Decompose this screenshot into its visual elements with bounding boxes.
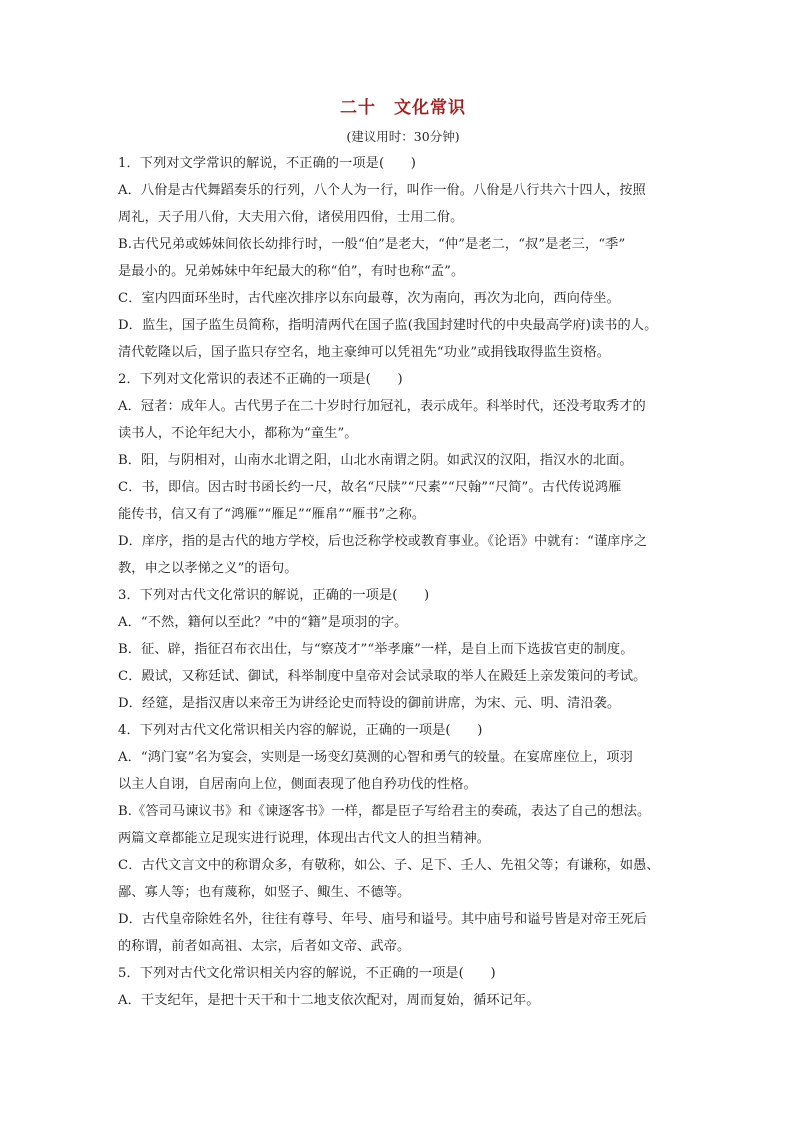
text-line: 1．下列对文学常识的解说，不正确的一项是( ): [118, 156, 417, 171]
text-line: 是最小的。兄弟姊妹中年纪最大的称“伯”，有时也称“孟”。: [118, 264, 465, 279]
text-line: C．殿试，又称廷试、御试，科举制度中皇帝对会试录取的举人在殿廷上亲发策问的考试。: [118, 669, 647, 684]
document-body: [118, 150, 688, 1014]
text-line: A．冠者：成年人。古代男子在二十岁时行加冠礼，表示成年。科举时代，还没考取秀才的: [118, 399, 646, 414]
text-line: 清代乾隆以后，国子监只存空名，地主豪绅可以凭祖先“功业”或捐钱取得监生资格。: [118, 345, 611, 360]
text-line: B.《答司马谏议书》和《谏逐客书》一样，都是臣子写给君主的奏疏，表达了自己的想法。: [118, 804, 651, 819]
text-line: 以主人自诩，自居南向上位，侧面表现了他自矜功伐的性格。: [118, 777, 477, 792]
text-line: D．监生，国子监生员简称，指明清两代在国子监(我国封建时代的中央最高学府)读书的人。: [118, 318, 658, 333]
text-line: D．庠序，指的是古代的地方学校，后也泛称学校或教育事业。《论语》中就有：“谨庠序之: [118, 534, 648, 549]
text-line: 教，申之以孝悌之义”的语句。: [118, 561, 298, 576]
text-line: B．征、辟，指征召布衣出仕，与“察茂才”“举孝廉”一样，是自上而下选拔官吏的制度。: [118, 642, 634, 657]
document-title: 二十 文化常识: [340, 98, 466, 118]
text-line: C．室内四面环坐时，古代座次排序以东向最尊，次为南向，再次为北向，西向侍坐。: [118, 291, 620, 306]
text-line: 2．下列对文化常识的表述不正确的一项是( ): [118, 372, 403, 387]
text-line: 读书人，不论年纪大小，都称为“童生”。: [118, 426, 358, 441]
text-line: A．“不然，籍何以至此？”中的“籍”是项羽的字。: [118, 615, 408, 630]
text-line: 鄙、寡人等；也有蔑称，如竖子、鲰生、不德等。: [118, 885, 411, 900]
text-line: B．阳，与阴相对，山南水北谓之阳，山北水南谓之阴。如武汉的汉阳，指汉水的北面。: [118, 453, 633, 468]
text-line: A．八佾是古代舞蹈奏乐的行列，八个人为一行，叫作一佾。八佾是八行共六十四人，按照: [118, 183, 646, 198]
text-line: C．书，即信。因古时书函长约一尺，故名“尺牍”“尺素”“尺翰”“尺简”。古代传说鸿雁: [118, 480, 622, 495]
text-line: D．古代皇帝除姓名外，往往有尊号、年号、庙号和谥号。其中庙号和谥号皆是对帝王死后: [118, 912, 647, 927]
text-line: 3．下列对古代文化常识的解说，正确的一项是( ): [118, 588, 430, 603]
text-line: 两篇文章都能立足现实进行说理，体现出古代文人的担当精神。: [118, 831, 491, 846]
text-line: 4．下列对古代文化常识相关内容的解说，正确的一项是( ): [118, 723, 483, 738]
text-line: 5．下列对古代文化常识相关内容的解说，不正确的一项是( ): [118, 966, 496, 981]
text-line: B.古代兄弟或姊妹间依长幼排行时，一般“伯”是老大，“仲”是老二，“叔”是老三，“季”: [118, 237, 626, 252]
text-line: 的称谓，前者如高祖、太宗，后者如文帝、武帝。: [118, 939, 411, 954]
text-line: 能传书，信又有了“鸿雁”“雁足”“雁帛”“雁书”之称。: [118, 507, 426, 522]
text-line: D．经筵，是指汉唐以来帝王为讲经论史而特设的御前讲席，为宋、元、明、清沿袭。: [118, 696, 621, 711]
text-line: C．古代文言文中的称谓众多，有敬称，如公、子、足下、壬人、先祖父等；有谦称，如愚、: [118, 858, 660, 873]
text-line: A．干支纪年，是把十天干和十二地支依次配对，周而复始，循环记年。: [118, 993, 540, 1008]
suggested-time: (建议用时：30分钟): [346, 129, 460, 144]
text-line: A．“鸿门宴”名为宴会，实则是一场变幻莫测的心智和勇气的较量。在宴席座位上，项羽: [118, 750, 633, 765]
document-page: [118, 96, 688, 1014]
text-line: 周礼，天子用八佾，大夫用六佾，诸侯用四佾，士用二佾。: [118, 210, 464, 225]
